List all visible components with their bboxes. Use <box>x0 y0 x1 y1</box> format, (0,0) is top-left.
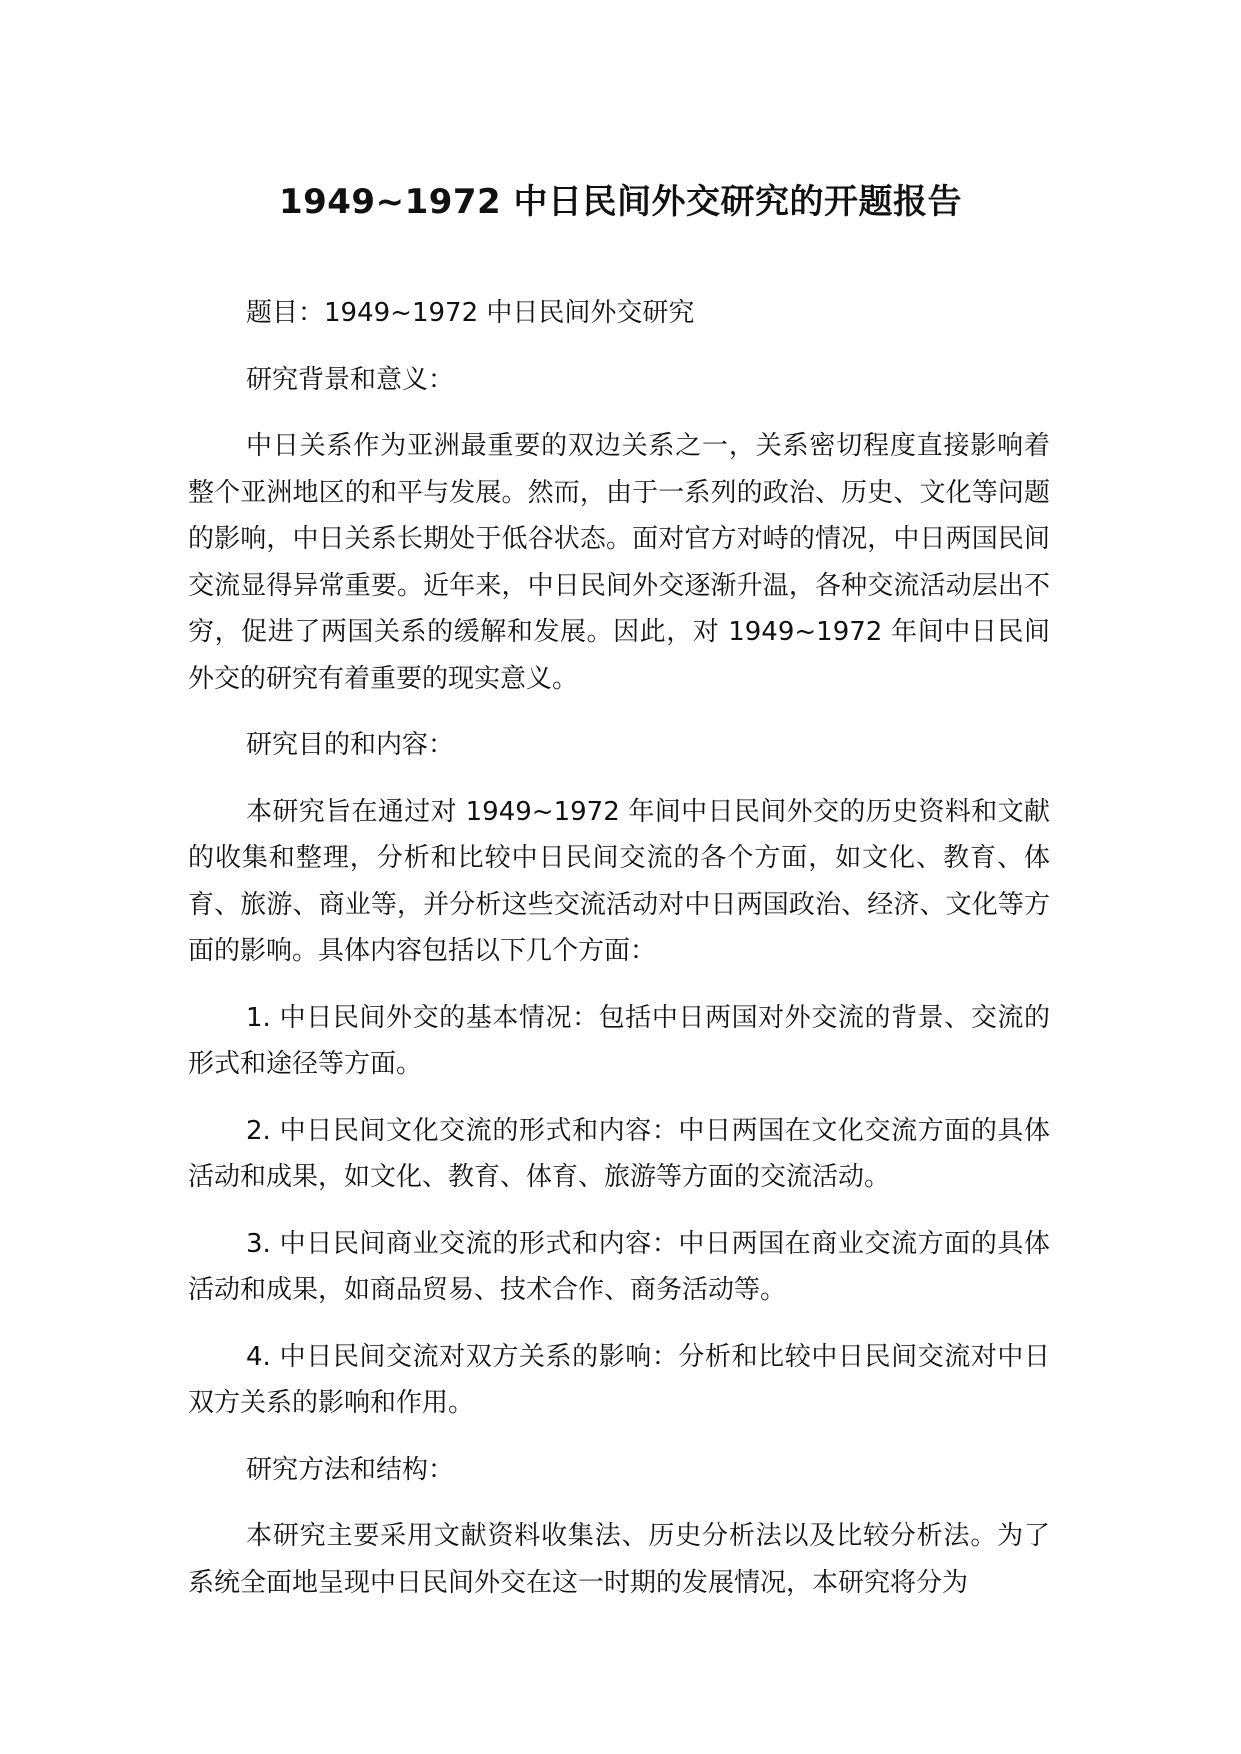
section-heading-background: 研究背景和意义： <box>246 364 455 395</box>
purpose-paragraph: 本研究旨在通过对 1949~1972 年间中日民间外交的历史资料和文献的收集和整理，分析和比较中日民间交流的各个方面，如文化、教育、体育、旅游、商业等，并分析这些交流活动对中日两国政治、经济、文化等方面的影响。具体内容包括以下几个方面： <box>188 796 1050 966</box>
content-item-4: 4. 中日民间交流对双方关系的影响：分析和比较中日民间交流对中日双方关系的影响和作用。 <box>188 1341 1050 1418</box>
section-heading-purpose: 研究目的和内容： <box>246 730 455 760</box>
background-paragraph: 中日关系作为亚洲最重要的双边关系之一，关系密切程度直接影响着整个亚洲地区的和平与发展。然而，由于一系列的政治、历史、文化等问题的影响，中日关系长期处于低谷状态。面对官方对峙的情况，中日两国民间交流显得异常重要。近年来，中日民间外交逐渐升温，各种交流活动层出不穷，促进了两国关系的缓解和发展。因此，对 1949~1972 年间中日民间外交的研究有着重要的现实意义。 <box>188 431 1050 694</box>
topic-line: 题目：1949~1972 中日民间外交研究 <box>246 298 695 328</box>
document-body <box>188 290 1050 1626</box>
method-paragraph: 本研究主要采用文献资料收集法、历史分析法以及比较分析法。为了系统全面地呈现中日民间外交在这一时期的发展情况，本研究将分为 <box>188 1521 1050 1598</box>
content-item-1: 1. 中日民间外交的基本情况：包括中日两国对外交流的背景、交流的形式和途径等方面。 <box>188 1002 1050 1079</box>
content-item-3: 3. 中日民间商业交流的形式和内容：中日两国在商业交流方面的具体活动和成果，如商品贸易、技术合作、商务活动等。 <box>188 1228 1050 1305</box>
section-heading-method: 研究方法和结构： <box>246 1454 455 1485</box>
document-title: 1949~1972 中日民间外交研究的开题报告 <box>278 182 963 222</box>
content-item-2: 2. 中日民间文化交流的形式和内容：中日两国在文化交流方面的具体活动和成果，如文化、教育、体育、旅游等方面的交流活动。 <box>188 1115 1050 1192</box>
